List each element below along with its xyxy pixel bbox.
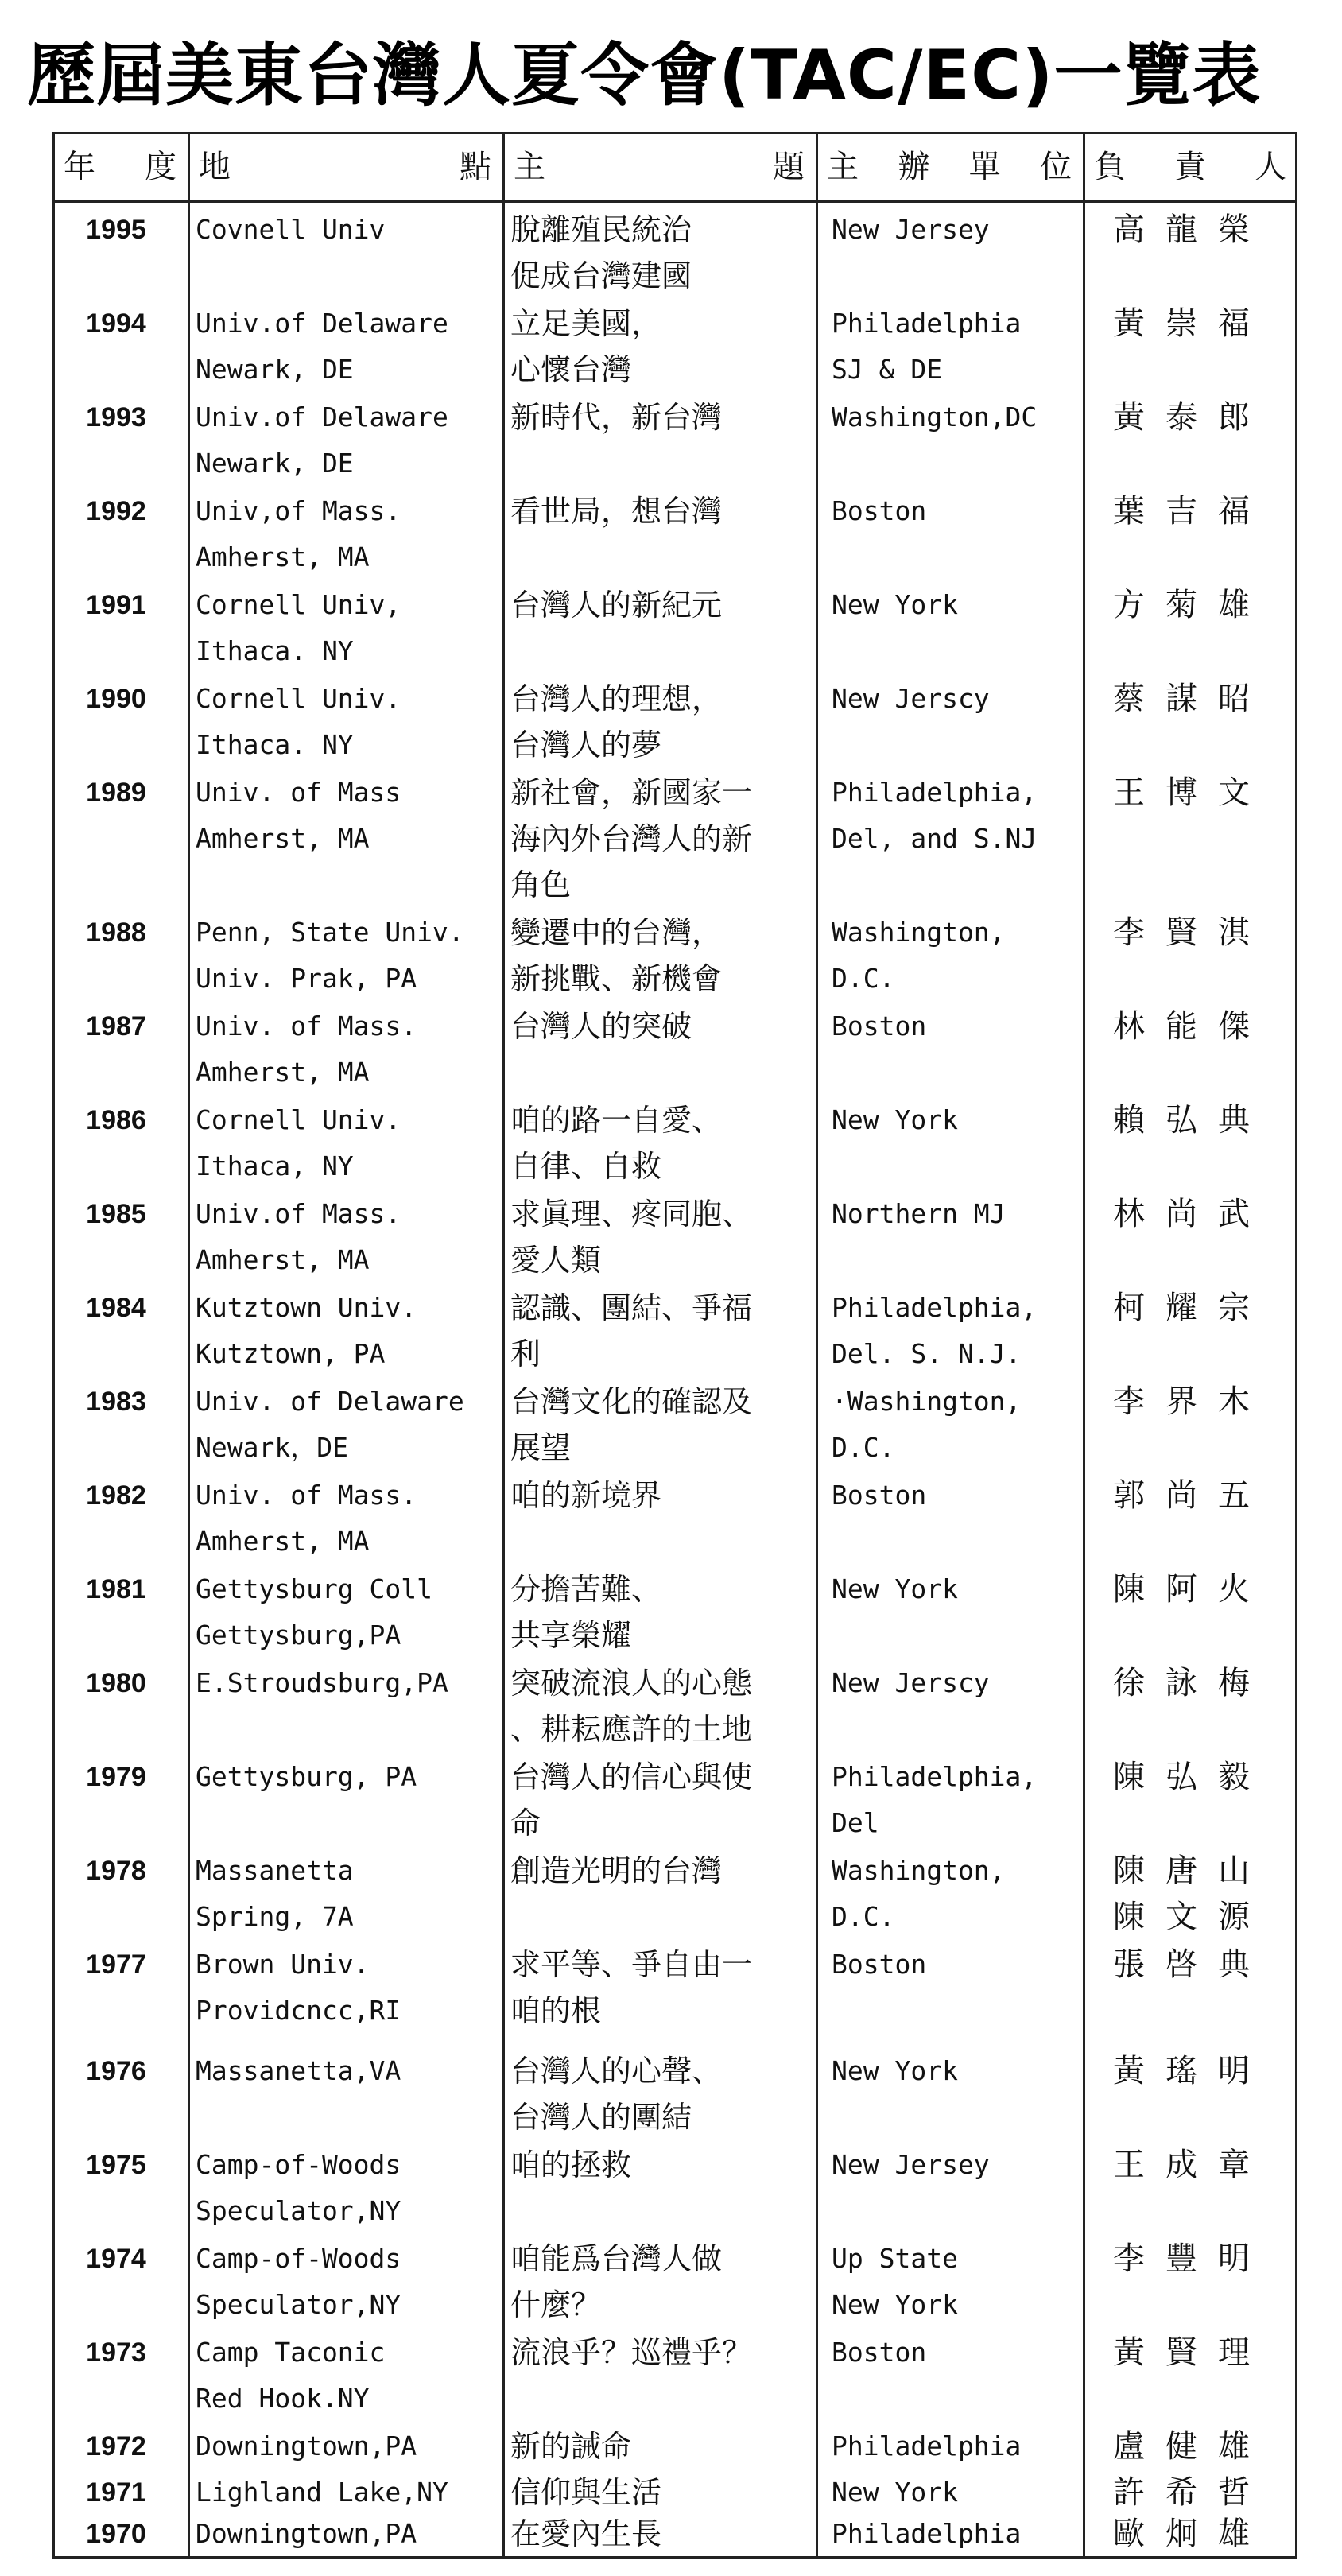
cell-theme: 咱的新境界 <box>510 1478 662 1513</box>
cell-theme: 新的誡命 <box>510 2429 632 2464</box>
header-theme-char: 題 <box>773 149 805 185</box>
cell-leader: 郭尚五 <box>1113 1477 1270 1514</box>
cell-place: Camp Taconic Red Hook.NY <box>196 2337 386 2414</box>
cell-org: New Jerscy <box>832 683 990 714</box>
cell-leader: 徐詠梅 <box>1113 1665 1270 1701</box>
cell-place: Univ.of Delaware Newark, DE <box>196 402 448 479</box>
cell-year: 1971 <box>86 2477 146 2508</box>
cell-org: Boston <box>832 1480 927 1511</box>
cell-year: 1983 <box>86 1387 146 1417</box>
cell-leader: 葉吉福 <box>1113 493 1270 530</box>
cell-theme: 看世局，想台灣 <box>510 494 723 529</box>
cell-place: Covnell Univ <box>196 214 386 245</box>
cell-leader: 高龍榮 <box>1113 211 1270 248</box>
cell-leader: 陳弘毅 <box>1113 1759 1270 1795</box>
cell-org: New Jersey <box>832 214 990 245</box>
cell-leader: 張啓典 <box>1113 1946 1270 1983</box>
cell-org: Boston <box>832 495 927 526</box>
cell-place: Kutztown Univ. Kutztown, PA <box>196 1292 417 1369</box>
header-year-char: 度 <box>145 149 176 185</box>
cell-theme: 信仰與生活 <box>510 2475 662 2510</box>
cell-theme: 咱的路一自愛、 自律、自救 <box>510 1103 723 1184</box>
cell-org: Philadelphia, Del <box>832 1761 1038 1838</box>
cell-place: Camp-of-Woods Speculator,NY <box>196 2243 401 2320</box>
cell-leader: 王成章 <box>1113 2147 1270 2183</box>
cell-leader: 李界木 <box>1113 1383 1270 1420</box>
cell-year: 1992 <box>86 496 146 526</box>
cell-org: New York <box>832 1573 958 1604</box>
cell-theme: 求眞理、疼同胞、 愛人類 <box>510 1197 753 1278</box>
cell-place: Univ. of Mass. Amherst, MA <box>196 1480 417 1557</box>
cell-year: 1975 <box>86 2150 146 2180</box>
cell-org: New York <box>832 1104 958 1135</box>
cell-org: Up State New York <box>832 2243 958 2320</box>
header-year-char: 年 <box>64 149 95 185</box>
cell-place: Univ. of Mass. Amherst, MA <box>196 1011 417 1088</box>
page-title: 歷屆美東台灣人夏令會(TAC/EC)一覽表 <box>27 36 1262 115</box>
cell-org: New York <box>832 2055 958 2086</box>
summer-conference-table <box>52 132 1297 2559</box>
header-place-char: 點 <box>460 149 491 185</box>
cell-year: 1980 <box>86 1668 146 1698</box>
cell-org: Philadelphia, Del. S. N.J. <box>832 1292 1038 1369</box>
column-divider <box>816 132 818 2559</box>
cell-place: Univ. of Mass Amherst, MA <box>196 777 401 854</box>
cell-theme: 新時代，新台灣 <box>510 400 723 435</box>
cell-org: Philadelphia SJ & DE <box>832 308 1022 385</box>
cell-place: E.Stroudsburg,PA <box>196 1667 448 1698</box>
cell-org: Philadelphia <box>832 2431 1022 2462</box>
cell-leader: 方菊雄 <box>1113 587 1270 623</box>
cell-leader: 賴弘典 <box>1113 1102 1270 1139</box>
cell-year: 1973 <box>86 2337 146 2368</box>
cell-leader: 黃瑤明 <box>1113 2053 1270 2089</box>
header-org-char: 主 <box>827 149 859 185</box>
cell-place: Gettysburg, PA <box>196 1761 417 1792</box>
cell-theme: 台灣人的心聲、 台灣人的團結 <box>510 2054 723 2135</box>
cell-theme: 變遷中的台灣， 新挑戰、新機會 <box>510 915 723 996</box>
cell-theme: 立足美國， 心懷台灣 <box>510 306 662 387</box>
cell-year: 1979 <box>86 1762 146 1792</box>
cell-leader: 許希哲 <box>1113 2474 1270 2511</box>
cell-year: 1986 <box>86 1105 146 1135</box>
cell-leader: 蔡謀昭 <box>1113 681 1270 717</box>
cell-theme: 台灣人的理想， 台灣人的夢 <box>510 681 723 762</box>
cell-place: Downingtown,PA <box>196 2431 417 2462</box>
cell-place: Cornell Univ, Ithaca. NY <box>196 589 401 666</box>
cell-org: Washington,DC <box>832 402 1038 433</box>
cell-leader: 黃泰郎 <box>1113 399 1270 436</box>
cell-place: Massanetta Spring, 7A <box>196 1855 354 1932</box>
cell-org: New York <box>832 589 958 620</box>
cell-theme: 台灣人的突破 <box>510 1009 692 1044</box>
cell-year: 1984 <box>86 1293 146 1323</box>
header-org-char: 辦 <box>898 149 930 185</box>
cell-year: 1978 <box>86 1856 146 1886</box>
cell-leader: 林能傑 <box>1113 1008 1270 1045</box>
cell-year: 1989 <box>86 778 146 808</box>
cell-org: Boston <box>832 1949 927 1980</box>
column-divider <box>188 132 190 2559</box>
cell-theme: 突破流浪人的心態 、耕耘應許的土地 <box>510 1666 753 1747</box>
cell-org: Philadelphia, Del, and S.NJ <box>832 777 1038 854</box>
cell-year: 1993 <box>86 402 146 433</box>
header-year <box>52 138 188 196</box>
header-org <box>816 138 1083 196</box>
cell-theme: 台灣人的新紀元 <box>510 588 723 623</box>
cell-theme: 求平等、爭自由一 咱的根 <box>510 1947 753 2028</box>
cell-place: Univ,of Mass. Amherst, MA <box>196 495 401 572</box>
cell-org: Boston <box>832 2337 927 2368</box>
cell-org: Philadelphia <box>832 2518 1022 2549</box>
cell-year: 1994 <box>86 308 146 339</box>
cell-leader: 歐炯雄 <box>1113 2516 1270 2552</box>
column-divider <box>502 132 505 2559</box>
cell-theme: 流浪乎？巡禮乎？ <box>510 2335 753 2370</box>
cell-place: Univ. of Delaware Newark，DE <box>196 1386 464 1463</box>
cell-year: 1976 <box>86 2056 146 2086</box>
cell-leader: 黃崇福 <box>1113 305 1270 342</box>
cell-leader: 柯耀宗 <box>1113 1290 1270 1326</box>
cell-year: 1974 <box>86 2244 146 2274</box>
cell-org: New York <box>832 2477 958 2508</box>
header-theme-char: 主 <box>514 149 545 185</box>
cell-org: Northern MJ <box>832 1198 1006 1229</box>
cell-place: Gettysburg Coll Gettysburg,PA <box>196 1573 433 1651</box>
cell-theme: 台灣文化的確認及 展望 <box>510 1384 753 1465</box>
header-org-char: 位 <box>1039 149 1072 185</box>
header-org-char: 單 <box>968 149 1001 185</box>
cell-place: Univ.of Delaware Newark, DE <box>196 308 448 385</box>
cell-org: ·Washington, D.C. <box>832 1386 1022 1463</box>
cell-org: Washington, D.C. <box>832 917 1006 994</box>
cell-place: Cornell Univ. Ithaca. NY <box>196 683 401 760</box>
cell-year: 1987 <box>86 1011 146 1042</box>
header-place <box>188 138 502 196</box>
header-leader <box>1083 138 1297 196</box>
cell-year: 1985 <box>86 1199 146 1229</box>
header-leader-char: 人 <box>1255 149 1286 185</box>
cell-theme: 創造光明的台灣 <box>510 1853 723 1888</box>
cell-theme: 在愛內生長 <box>510 2516 662 2551</box>
cell-year: 1995 <box>86 215 146 245</box>
cell-year: 1982 <box>86 1480 146 1511</box>
cell-org: Boston <box>832 1011 927 1042</box>
cell-leader: 李賢淇 <box>1113 914 1270 951</box>
cell-leader: 李豐明 <box>1113 2240 1270 2277</box>
cell-theme: 脫離殖民統治 促成台灣建國 <box>510 212 692 293</box>
cell-leader: 王博文 <box>1113 774 1270 811</box>
cell-place: Penn, State Univ. Univ. Prak, PA <box>196 917 464 994</box>
cell-theme: 認識、團結、爭福 利 <box>510 1290 753 1371</box>
header-divider <box>52 200 1297 203</box>
header-theme <box>502 138 816 196</box>
cell-year: 1977 <box>86 1949 146 1980</box>
cell-leader: 黃賢理 <box>1113 2334 1270 2371</box>
cell-year: 1981 <box>86 1574 146 1604</box>
cell-place: Downingtown,PA <box>196 2518 417 2549</box>
cell-year: 1972 <box>86 2431 146 2462</box>
cell-theme: 台灣人的信心與使 命 <box>510 1759 753 1841</box>
cell-place: Lighland Lake,NY <box>196 2477 448 2508</box>
cell-year: 1990 <box>86 684 146 714</box>
cell-leader: 陳阿火 <box>1113 1571 1270 1608</box>
cell-theme: 咱能爲台灣人做 什麼？ <box>510 2241 723 2322</box>
header-place-char: 地 <box>199 149 231 185</box>
cell-place: Univ.of Mass. Amherst, MA <box>196 1198 401 1275</box>
cell-leader: 盧健雄 <box>1113 2428 1270 2465</box>
cell-year: 1991 <box>86 590 146 620</box>
header-leader-char: 責 <box>1174 149 1206 185</box>
cell-theme: 新社會，新國家一 海內外台灣人的新 角色 <box>510 775 753 902</box>
cell-leader: 陳唐山 陳文源 <box>1113 1852 1270 1935</box>
cell-year: 1988 <box>86 918 146 948</box>
cell-theme: 分擔苦難、 共享榮耀 <box>510 1572 662 1653</box>
cell-place: Camp-of-Woods Speculator,NY <box>196 2149 401 2226</box>
cell-theme: 咱的拯救 <box>510 2147 632 2182</box>
cell-place: Cornell Univ. Ithaca, NY <box>196 1104 401 1181</box>
cell-org: Washington, D.C. <box>832 1855 1006 1932</box>
cell-org: New Jerscy <box>832 1667 990 1698</box>
column-divider <box>1083 132 1085 2559</box>
cell-place: Massanetta,VA <box>196 2055 401 2086</box>
header-leader-char: 負 <box>1094 149 1126 185</box>
cell-place: Brown Univ. Providcncc,RI <box>196 1949 401 2026</box>
cell-org: New Jersey <box>832 2149 990 2180</box>
cell-leader: 林尚武 <box>1113 1196 1270 1232</box>
cell-year: 1970 <box>86 2519 146 2549</box>
